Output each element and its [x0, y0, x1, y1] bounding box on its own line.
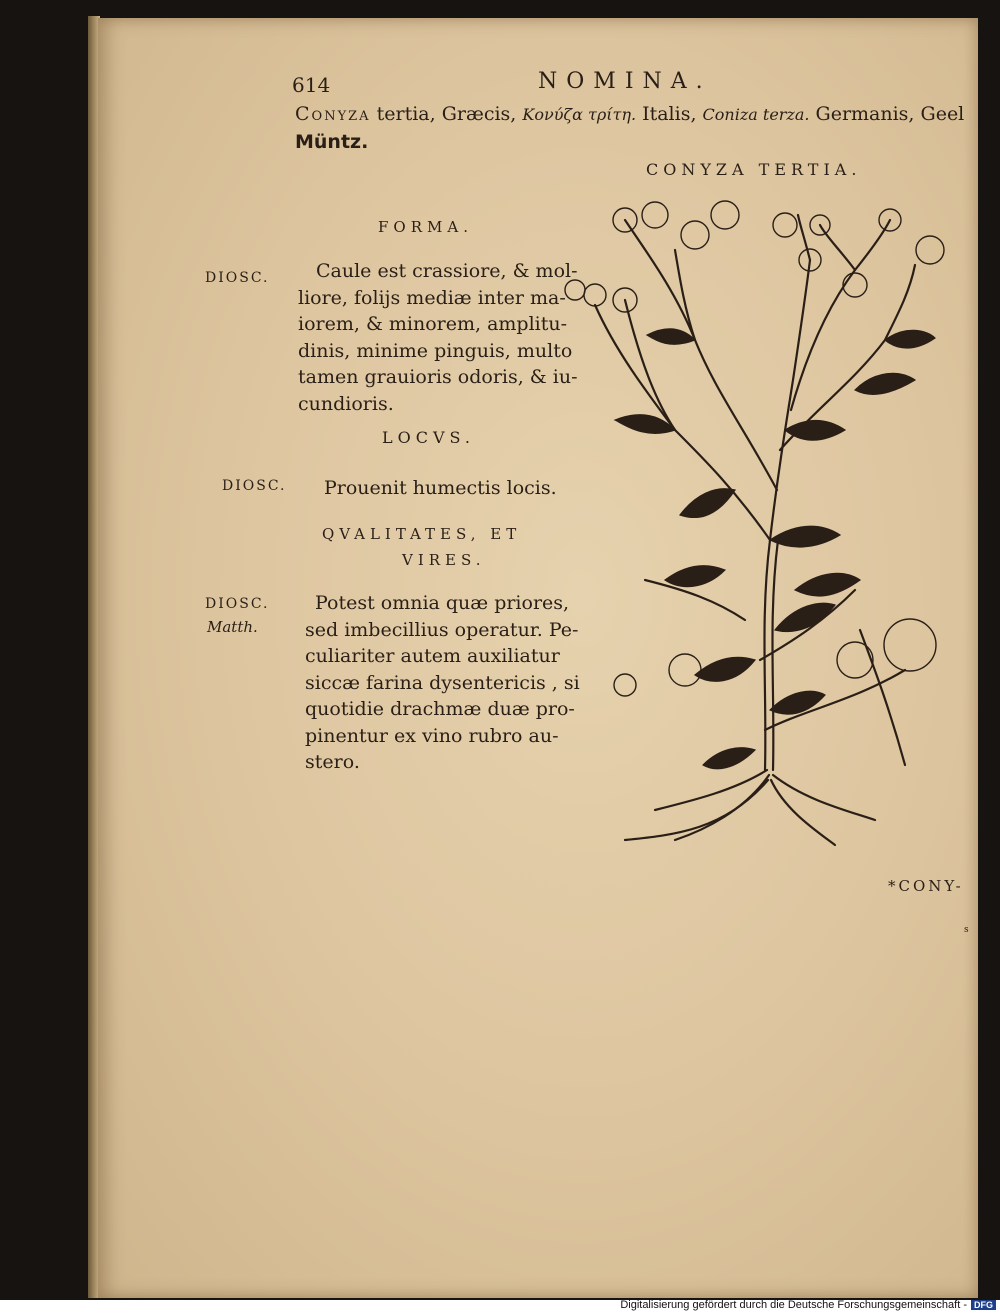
- dfg-logo: DFG: [971, 1300, 996, 1310]
- margin-note-diosc-forma: DIOSC.: [205, 270, 270, 286]
- catchword: *CONY-: [888, 877, 964, 895]
- text-line: dinis, minime pinguis, multo: [298, 339, 573, 362]
- names-line-1: [295, 103, 964, 125]
- text-line: cundioris.: [298, 392, 394, 415]
- paragraph-locus: [324, 475, 557, 502]
- footer-text: Digitalisierung gefördert durch die Deutsche Forschungsgemeinschaft -: [620, 1299, 967, 1311]
- names-text-c: Germanis, Geel: [809, 103, 965, 125]
- section-heading-qualitates: QVALITATES, ET: [322, 525, 522, 543]
- text-line: liore, folijs mediæ inter ma-: [298, 286, 566, 309]
- folio-number: 614: [292, 73, 331, 97]
- text-line: Potest omnia quæ priores,: [315, 592, 570, 614]
- text-line: iorem, & minorem, amplitu-: [298, 313, 568, 335]
- names-lead-word: Conyza: [295, 103, 371, 125]
- text-line: quotidie drachmæ duæ pro-: [305, 698, 575, 720]
- plant-woodcut-illustration: [555, 190, 955, 850]
- digitization-footer: [620, 1299, 996, 1311]
- section-heading-vires: VIRES.: [402, 551, 486, 569]
- names-text-b: Italis,: [636, 103, 703, 125]
- section-heading-forma: FORMA.: [378, 218, 473, 236]
- margin-note-matth: Matth.: [207, 618, 258, 636]
- paragraph-forma: [298, 258, 578, 417]
- running-head: NOMINA.: [538, 69, 712, 94]
- figure-caption: CONYZA TERTIA.: [646, 160, 862, 179]
- paragraph-qualitates: [305, 590, 580, 776]
- text-line: pinentur ex vino rubro au-: [305, 724, 559, 747]
- margin-note-diosc-qualitates: DIOSC.: [205, 596, 270, 612]
- margin-note-diosc-locus: DIOSC.: [222, 478, 287, 494]
- text-line: Caule est crassiore, & mol-: [316, 260, 578, 282]
- names-greek: Κονύζα τρίτη.: [522, 105, 637, 124]
- names-line-2: Müntz.: [295, 131, 369, 153]
- names-text-a: tertia, Græcis,: [370, 103, 523, 125]
- text-line: siccæ farina dysentericis , si: [305, 671, 580, 694]
- text-line: tamen grauioris odoris, & iu-: [298, 366, 578, 388]
- text-line: Prouenit humectis locis.: [324, 477, 557, 499]
- names-italian: Coniza terza.: [702, 105, 810, 124]
- section-heading-locus: LOCVS.: [382, 428, 476, 447]
- text-line: sed imbecillius operatur. Pe-: [305, 618, 579, 641]
- text-line: stero.: [305, 751, 360, 773]
- text-line: culiariter autem auxiliatur: [305, 645, 560, 667]
- signature-mark: s: [964, 925, 969, 935]
